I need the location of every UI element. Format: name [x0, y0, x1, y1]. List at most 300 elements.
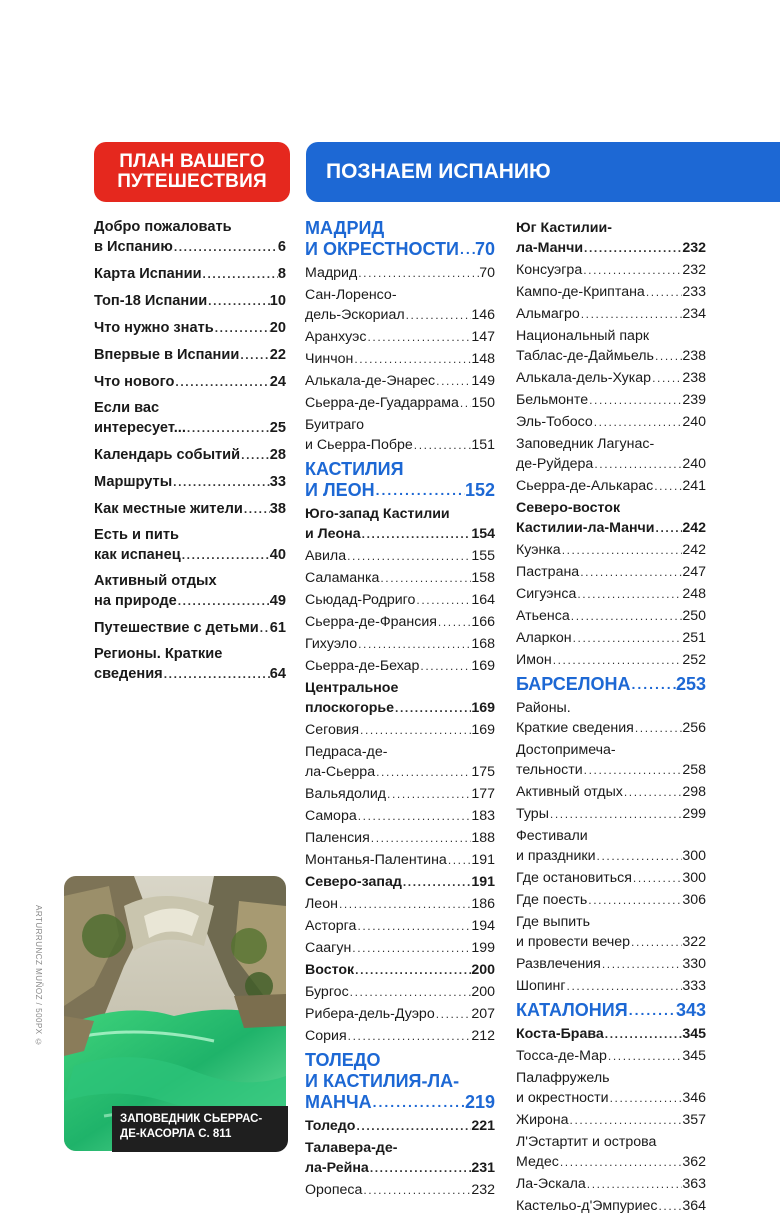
toc-entry-line: Есть и пить [94, 527, 179, 543]
toc-page-number: 169 [471, 700, 495, 716]
leader-dots [338, 894, 471, 914]
toc-entry[interactable] [516, 260, 706, 280]
toc-entry[interactable] [516, 498, 706, 538]
toc-entry-title: Куэнка [516, 542, 561, 558]
toc-entry-title: Альмагро [516, 306, 580, 322]
toc-entry-row [516, 390, 706, 410]
leader-dots [186, 418, 270, 438]
toc-entry[interactable] [94, 218, 286, 257]
toc-entry-title: Путешествие с детьми [94, 620, 259, 636]
leader-dots [357, 634, 471, 654]
toc-entry[interactable] [305, 678, 495, 718]
leader-dots [435, 371, 471, 391]
toc-entry[interactable] [305, 938, 495, 958]
leader-dots [570, 606, 683, 626]
leader-dots [386, 784, 471, 804]
toc-entry-title: на природе [94, 593, 177, 609]
toc-entry-title: Активный отдых [516, 784, 623, 800]
toc-page-number: 146 [471, 307, 495, 323]
toc-section-heading[interactable] [516, 674, 706, 695]
toc-entry-row [516, 238, 706, 258]
toc-entry[interactable] [305, 742, 495, 782]
toc-entry[interactable] [305, 263, 495, 283]
toc-entry[interactable] [516, 282, 706, 302]
toc-entry[interactable] [94, 572, 286, 611]
toc-entry-title: Краткие сведения [516, 720, 634, 736]
toc-entry-title: Коста-Брава [516, 1026, 604, 1042]
leader-dots [361, 524, 472, 544]
leader-dots [402, 872, 471, 892]
toc-entry[interactable] [305, 546, 495, 566]
toc-entry[interactable] [516, 390, 706, 410]
toc-entry[interactable] [305, 327, 495, 347]
toc-page-number: 70 [479, 265, 495, 281]
toc-entry-row [516, 674, 706, 695]
toc-entry-title: интересует... [94, 420, 186, 436]
toc-entry-title: Сьерра-де-Бехар [305, 658, 420, 674]
toc-entry-row [516, 304, 706, 324]
discover-spain-title: ПОЗНАЕМ ИСПАНИЮ [326, 160, 551, 183]
toc-entry-title: Саагун [305, 940, 352, 956]
toc-entry-title: и Леона [305, 526, 361, 542]
toc-entry[interactable] [305, 828, 495, 848]
toc-page-number: 300 [682, 870, 706, 886]
toc-entry-line: Талавера-де- [305, 1140, 398, 1156]
toc-entry[interactable] [516, 606, 706, 626]
toc-entry[interactable] [516, 584, 706, 604]
leader-dots [623, 782, 682, 802]
toc-entry-line: ТОЛЕДО [305, 1050, 381, 1070]
plan-trip-tab[interactable] [94, 142, 290, 202]
toc-entry-title: Где остановиться [516, 870, 632, 886]
toc-entry-title: МАНЧА [305, 1092, 372, 1112]
toc-entry-row [516, 628, 706, 648]
toc-entry[interactable] [516, 304, 706, 324]
toc-entry-title: Оропеса [305, 1182, 363, 1198]
toc-entry[interactable] [305, 634, 495, 654]
toc-page-number: 199 [471, 940, 495, 956]
leader-dots [172, 472, 270, 492]
leader-dots [572, 628, 683, 648]
toc-page-number: 33 [269, 474, 286, 490]
toc-entry[interactable] [516, 1024, 706, 1044]
toc-entry[interactable] [94, 264, 286, 284]
toc-entry[interactable] [94, 372, 286, 392]
leader-dots [601, 954, 682, 974]
toc-entry-title: Пастрана [516, 564, 580, 580]
toc-entry-title: Кампо-де-Криптана [516, 284, 645, 300]
toc-entry-title: Календарь событий [94, 447, 241, 463]
toc-page-number: 64 [269, 666, 286, 682]
toc-entry[interactable] [94, 526, 286, 565]
toc-entry-row [305, 872, 495, 892]
toc-section-heading[interactable] [305, 218, 495, 260]
leader-dots [366, 327, 471, 347]
toc-entry-row [305, 524, 495, 544]
toc-entry[interactable] [516, 562, 706, 582]
toc-entry-row [305, 762, 495, 782]
leader-dots [405, 305, 472, 325]
toc-entry-row [305, 938, 495, 958]
toc-entry[interactable] [305, 349, 495, 369]
toc-entry[interactable] [516, 1110, 706, 1130]
toc-entry-title: Карта Испании [94, 266, 202, 282]
toc-entry-line: Палафружель [516, 1070, 610, 1086]
toc-page-number: 252 [682, 652, 706, 668]
leader-dots [372, 1092, 465, 1113]
toc-entry[interactable] [516, 698, 706, 738]
toc-entry-row [305, 720, 495, 740]
toc-entry-row [516, 954, 706, 974]
toc-entry[interactable] [305, 872, 495, 892]
toc-entry[interactable] [516, 368, 706, 388]
toc-entry-title: Рибера-дель-Дуэро [305, 1006, 435, 1022]
leader-dots [645, 282, 683, 302]
leader-dots [177, 591, 270, 611]
toc-page-number: 322 [682, 934, 706, 950]
toc-entry-row [94, 445, 286, 465]
toc-entry-title: Северо-запад [305, 874, 402, 890]
toc-entry[interactable] [305, 393, 495, 413]
toc-entry-title: Туры [516, 806, 549, 822]
toc-page-number: 253 [675, 674, 706, 694]
leader-dots [579, 562, 682, 582]
toc-entry-title: Сьерра-де-Алькарас [516, 478, 654, 494]
toc-entry-row [94, 472, 286, 492]
toc-entry-row [305, 349, 495, 369]
toc-entry-line: Фестивали [516, 828, 588, 844]
toc-entry-row [516, 932, 706, 952]
leader-dots [362, 1180, 471, 1200]
toc-entry-title: де-Руйдера [516, 456, 594, 472]
toc-entry[interactable] [305, 371, 495, 391]
toc-page-number: 149 [471, 373, 495, 389]
toc-entry-row [516, 476, 706, 496]
toc-page-number: 169 [471, 658, 495, 674]
leader-dots [207, 291, 270, 311]
toc-page-number: 8 [277, 266, 286, 282]
toc-page-number: 343 [675, 1000, 706, 1020]
toc-entry-row [305, 327, 495, 347]
toc-page-number: 6 [277, 239, 286, 255]
toc-entry[interactable] [305, 916, 495, 936]
toc-entry[interactable] [305, 850, 495, 870]
toc-page-number: 306 [682, 892, 706, 908]
toc-entry-line: КАСТИЛИЯ [305, 459, 404, 479]
toc-entry[interactable] [94, 472, 286, 492]
leader-dots [354, 960, 471, 980]
toc-entry-row [516, 540, 706, 560]
leader-dots [394, 698, 471, 718]
toc-entry-title: Впервые в Испании [94, 347, 240, 363]
toc-entry-row [305, 371, 495, 391]
toc-entry-row [305, 263, 495, 283]
toc-entry[interactable] [94, 445, 286, 465]
leader-dots [419, 656, 471, 676]
leader-dots [181, 545, 270, 565]
toc-page-number: 212 [471, 1028, 495, 1044]
toc-page-number: 38 [269, 501, 286, 517]
leader-dots [566, 976, 683, 996]
toc-entry[interactable] [305, 960, 495, 980]
toc-entry-line: Добро пожаловать [94, 219, 232, 235]
toc-page-number: 233 [682, 284, 706, 300]
toc-entry[interactable] [305, 1026, 495, 1046]
toc-entry-row [305, 393, 495, 413]
toc-entry-row [516, 868, 706, 888]
leader-dots [609, 1088, 683, 1108]
toc-section-heading[interactable] [305, 1050, 495, 1113]
toc-entry-title: Маршруты [94, 474, 173, 490]
toc-entry[interactable] [516, 1196, 706, 1216]
toc-entry[interactable] [305, 1138, 495, 1178]
toc-entry-title: тельности [516, 762, 583, 778]
toc-entry-row [516, 562, 706, 582]
leader-dots [593, 454, 682, 474]
leader-dots [588, 390, 682, 410]
toc-page-number: 164 [471, 592, 495, 608]
toc-entry-title: Монтанья-Палентина [305, 852, 447, 868]
toc-page-number: 232 [471, 1182, 495, 1198]
toc-entry-row [94, 345, 286, 365]
toc-entry-row [94, 237, 286, 257]
toc-entry-line: Национальный парк [516, 328, 650, 344]
toc-entry[interactable] [516, 826, 706, 866]
toc-page-number: 200 [471, 962, 495, 978]
discover-spain-tab[interactable] [306, 142, 780, 202]
leader-dots [583, 760, 683, 780]
toc-entry-row [305, 612, 495, 632]
toc-page-number: 158 [471, 570, 495, 586]
toc-page-number: 298 [682, 784, 706, 800]
toc-entry-title: Толедо [305, 1118, 356, 1134]
toc-entry[interactable] [516, 890, 706, 910]
toc-entry-row [516, 1174, 706, 1194]
toc-entry[interactable] [305, 656, 495, 676]
toc-entry[interactable] [516, 628, 706, 648]
toc-entry[interactable] [516, 650, 706, 670]
toc-entry-row [516, 976, 706, 996]
toc-entry-line: МАДРИД [305, 218, 385, 238]
toc-entry[interactable] [305, 784, 495, 804]
toc-entry[interactable] [305, 1116, 495, 1136]
toc-entry-title: Паленсия [305, 830, 370, 846]
toc-entry-row [305, 1004, 495, 1024]
toc-page-number: 186 [471, 896, 495, 912]
toc-entry[interactable] [305, 504, 495, 544]
toc-entry-row [516, 1196, 706, 1216]
toc-entry[interactable] [94, 499, 286, 519]
toc-entry-row [305, 698, 495, 718]
leader-dots [351, 938, 471, 958]
leader-dots [632, 868, 682, 888]
toc-entry-line: Регионы. Краткие [94, 646, 223, 662]
toc-page-number: 177 [471, 786, 495, 802]
toc-entry-line: Центральное [305, 680, 399, 696]
toc-entry[interactable] [94, 345, 286, 365]
leader-dots [370, 828, 472, 848]
toc-page-number: 152 [464, 480, 495, 500]
toc-entry-title: Консуэгра [516, 262, 583, 278]
toc-page-number: 345 [682, 1048, 706, 1064]
toc-entry-row [305, 480, 495, 501]
toc-entry-row [516, 846, 706, 866]
toc-entry-title: как испанец [94, 547, 181, 563]
toc-entry[interactable] [305, 894, 495, 914]
toc-page-number: 242 [682, 542, 706, 558]
toc-entry-title: Медес [516, 1154, 559, 1170]
toc-entry[interactable] [305, 285, 495, 325]
leader-dots [459, 239, 475, 260]
toc-entry[interactable] [305, 590, 495, 610]
toc-section-heading[interactable] [305, 459, 495, 501]
toc-page-number: 148 [471, 351, 495, 367]
toc-entry-line: Если вас [94, 400, 160, 416]
toc-entry[interactable] [305, 720, 495, 740]
leader-dots [357, 263, 479, 283]
toc-page-number: 175 [471, 764, 495, 780]
toc-section-heading[interactable] [516, 1000, 706, 1021]
photo-caption-line1: ЗАПОВЕДНИК СЬЕРРАС- [120, 1113, 263, 1125]
toc-entry-title: Чинчон [305, 351, 354, 367]
toc-page-number: 10 [269, 293, 286, 309]
toc-entry-row [94, 591, 286, 611]
toc-entry[interactable] [305, 982, 495, 1002]
toc-page-number: 22 [269, 347, 286, 363]
toc-entry[interactable] [516, 540, 706, 560]
toc-entry[interactable] [305, 568, 495, 588]
toc-entry[interactable] [305, 806, 495, 826]
toc-entry[interactable] [516, 740, 706, 780]
toc-entry[interactable] [305, 1180, 495, 1200]
toc-entry[interactable] [94, 618, 286, 638]
toc-entry-title: ла-Манчи [516, 240, 584, 256]
toc-entry[interactable] [516, 1174, 706, 1194]
toc-entry-title: Гихуэло [305, 636, 358, 652]
leader-dots [586, 1174, 683, 1194]
toc-entry-row [516, 1152, 706, 1172]
toc-entry[interactable] [516, 1046, 706, 1066]
toc-page-number: 70 [474, 239, 495, 259]
leader-dots [173, 237, 278, 257]
toc-entry-title: Самора [305, 808, 357, 824]
leader-dots [587, 890, 682, 910]
toc-entry[interactable] [305, 612, 495, 632]
leader-dots [415, 590, 471, 610]
toc-entry[interactable] [516, 1132, 706, 1172]
toc-entry-row [516, 412, 706, 432]
photo-credit: ARTURRUNCZ MUÑOZ / 500PX © [34, 905, 43, 1047]
toc-entry-row [305, 1158, 495, 1178]
toc-entry[interactable] [516, 326, 706, 366]
toc-entry[interactable] [305, 1004, 495, 1024]
leader-dots [630, 932, 682, 952]
toc-entry-title: Как местные жители [94, 501, 243, 517]
toc-entry-row [305, 305, 495, 325]
toc-entry-title: в Испанию [94, 239, 173, 255]
toc-entry-row [94, 291, 286, 311]
toc-page-number: 61 [269, 620, 286, 636]
toc-entry-row [305, 828, 495, 848]
toc-page-number: 333 [682, 978, 706, 994]
toc-entry-title: Асторга [305, 918, 357, 934]
toc-entry-row [305, 1026, 495, 1046]
toc-entry[interactable] [516, 412, 706, 432]
leader-dots [583, 238, 682, 258]
toc-page-number: 166 [471, 614, 495, 630]
toc-column-plan [94, 218, 286, 691]
leader-dots [435, 1004, 472, 1024]
toc-page-number: 232 [682, 262, 706, 278]
toc-entry-title: Сьюдад-Родриго [305, 592, 416, 608]
toc-entry-row [516, 1088, 706, 1108]
toc-entry-title: Что нового [94, 374, 175, 390]
toc-entry-title: Эль-Тобосо [516, 414, 593, 430]
toc-entry-row [516, 454, 706, 474]
toc-entry-row [305, 239, 495, 260]
toc-entry-row [305, 546, 495, 566]
leader-dots [580, 304, 683, 324]
toc-entry[interactable] [516, 218, 706, 258]
toc-entry-row [305, 1180, 495, 1200]
toc-entry-row [305, 568, 495, 588]
toc-entry[interactable] [94, 399, 286, 438]
leader-dots [593, 412, 683, 432]
toc-page-number: 191 [471, 852, 495, 868]
toc-page-number: 357 [682, 1112, 706, 1128]
toc-entry[interactable] [516, 868, 706, 888]
toc-entry[interactable] [516, 912, 706, 952]
toc-page-number: 168 [471, 636, 495, 652]
toc-entry[interactable] [516, 954, 706, 974]
toc-page-number: 194 [471, 918, 495, 934]
toc-entry[interactable] [516, 1068, 706, 1108]
toc-entry[interactable] [516, 804, 706, 824]
toc-entry-title: Топ-18 Испании [94, 293, 208, 309]
toc-entry-title: Бургос [305, 984, 349, 1000]
leader-dots [447, 850, 472, 870]
toc-entry-row [516, 804, 706, 824]
toc-entry-line: Северо-восток [516, 500, 621, 516]
toc-page-number: 151 [471, 437, 495, 453]
toc-entry[interactable] [305, 415, 495, 455]
photo-caption-line2: ДЕ-КАСОРЛА С. 811 [120, 1128, 232, 1140]
leader-dots [239, 345, 269, 365]
toc-entry[interactable] [516, 976, 706, 996]
toc-entry[interactable] [516, 476, 706, 496]
toc-entry-row [94, 264, 286, 284]
toc-page-number: 183 [471, 808, 495, 824]
toc-entry-row [305, 960, 495, 980]
toc-page-number: 234 [682, 306, 706, 322]
toc-entry[interactable] [516, 434, 706, 474]
toc-page-number: 238 [682, 370, 706, 386]
toc-page-number: 231 [471, 1160, 495, 1176]
leader-dots [243, 499, 270, 519]
toc-entry[interactable] [516, 782, 706, 802]
toc-entry-line: Сан-Лоренсо- [305, 287, 397, 303]
toc-entry-row [516, 518, 706, 538]
toc-entry[interactable] [94, 645, 286, 684]
leader-dots [561, 540, 683, 560]
toc-page-number: 242 [682, 520, 706, 536]
toc-entry[interactable] [94, 318, 286, 338]
leader-dots [353, 349, 471, 369]
toc-entry-row [94, 418, 286, 438]
plan-trip-title-line1: ПЛАН ВАШЕГО [119, 151, 265, 172]
leader-dots [369, 1158, 472, 1178]
toc-entry[interactable] [94, 291, 286, 311]
